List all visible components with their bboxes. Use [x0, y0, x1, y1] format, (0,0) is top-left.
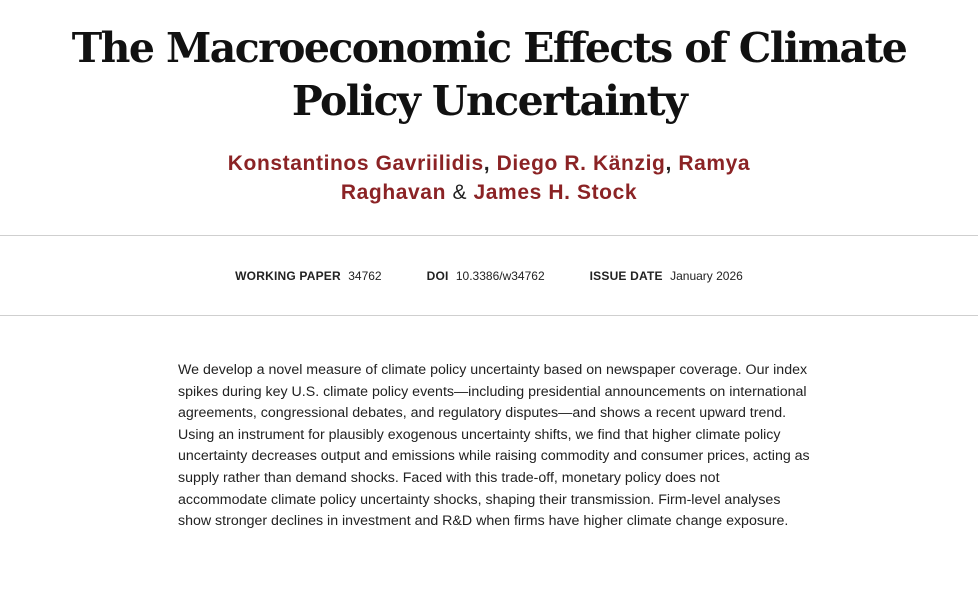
doi-value: 10.3386/w34762 [455, 268, 545, 283]
working-paper-number: 34762 [348, 268, 382, 283]
issue-date-value: January 2026 [670, 268, 743, 283]
working-paper-info [235, 269, 381, 283]
page-title: The Macroeconomic Effects of Climate Policy Uncertainty [71, 24, 907, 125]
author-link-gavriilidis[interactable]: Konstantinos Gavriilidis [227, 152, 484, 175]
author-separator: , [665, 152, 679, 175]
doi-info [427, 269, 545, 283]
author-ampersand: & [446, 181, 474, 204]
working-paper-label: WORKING PAPER [235, 268, 341, 283]
author-list [0, 149, 978, 207]
author-link-kanzig[interactable]: Diego R. Känzig [496, 152, 666, 175]
issue-date-label: ISSUE DATE [589, 268, 663, 283]
issue-date-info [590, 269, 743, 283]
author-separator: , [483, 152, 497, 175]
abstract-text: We develop a novel measure of climate policy uncertainty based on newspaper coverage. Our index spikes during key U.S. climate policy events—including presidential announcements on international agreements, congressional debates, and regulatory disputes—and shows a recent upward trend. Using an instrument for plausibly exogenous uncertainty shifts, we find that higher climate policy uncertainty decreases output and emissions while raising commodity and consumer prices, acting as supply rather than demand shocks. Faced with this trade-off, monetary policy does not accommodate climate policy uncertainty shocks, shaping their transmission. Firm-level analyses show stronger declines in investment and R&D when firms have higher climate change exposure. [178, 362, 810, 530]
doi-label: DOI [426, 268, 449, 283]
meta-divider-bottom [0, 315, 978, 316]
author-link-stock[interactable]: James H. Stock [473, 181, 638, 204]
paper-metadata [0, 236, 978, 315]
author-link-raghavan[interactable]: Ramya Raghavan [340, 152, 751, 204]
